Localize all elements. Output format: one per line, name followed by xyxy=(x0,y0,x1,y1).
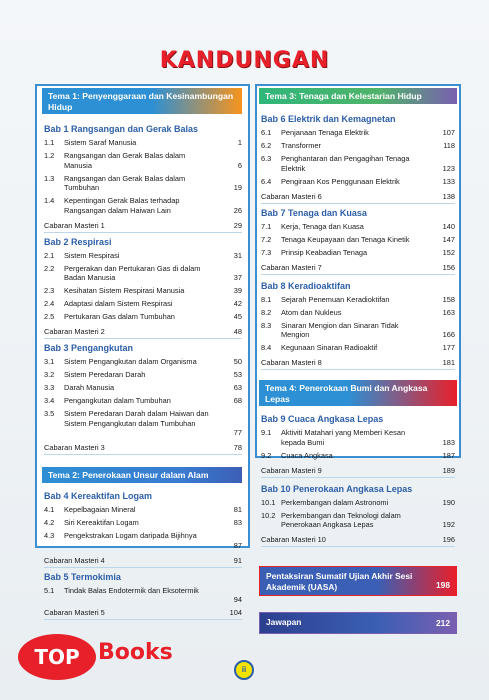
chapter-title: Bab 5 Termokimia xyxy=(44,571,121,582)
challenge-page: 78 xyxy=(233,443,242,452)
entry-number: 3.1 xyxy=(44,357,55,366)
entry-page: 140 xyxy=(442,221,455,231)
divider xyxy=(261,369,455,370)
entry-page: 118 xyxy=(443,141,455,150)
entry-number: 6.3 xyxy=(261,154,272,163)
challenge-page: 138 xyxy=(442,191,455,201)
toc-entry xyxy=(261,154,455,173)
entry-page: 190 xyxy=(442,497,455,507)
challenge-title: Cabaran Masteri 7 xyxy=(261,262,322,272)
entry-title: Adaptasi dalam Sistem Respirasi xyxy=(64,299,173,308)
entry-title: Cuaca Angkasa xyxy=(281,450,333,460)
entry-page: 163 xyxy=(442,307,455,317)
entry-page: 53 xyxy=(233,370,242,379)
toc-entry xyxy=(44,264,242,283)
entry-page: 83 xyxy=(233,518,242,527)
entry-title: Penghantaran dan Pengagihan Tenaga Elektrik xyxy=(281,154,410,173)
entry-title: Prinsip Keabadian Tenaga xyxy=(281,247,368,257)
chapter-title: Bab 7 Tenaga dan Kuasa xyxy=(261,207,367,218)
entry-number: 5.1 xyxy=(44,585,55,595)
entry-page: 177 xyxy=(442,343,455,352)
toc-entry xyxy=(44,518,242,528)
mastery-challenge xyxy=(261,192,455,201)
entry-page: 39 xyxy=(233,286,242,295)
entry-number: 4.3 xyxy=(44,531,55,540)
toc-entry xyxy=(44,138,242,148)
entry-title: Rangsangan dan Gerak Balas dalam Tumbuhan xyxy=(64,173,186,192)
challenge-title: Cabaran Masteri 2 xyxy=(44,327,105,336)
entry-page: 107 xyxy=(442,128,455,137)
entry-number: 1.1 xyxy=(44,138,55,147)
entry-title: Penjanaan Tenaga Elektrik xyxy=(281,128,369,137)
mastery-challenge xyxy=(44,608,242,617)
entry-number: 10.2 xyxy=(261,510,276,520)
toc-entry xyxy=(261,451,455,461)
theme-banner: Tema 2: Penerokaan Unsur dalam Alam xyxy=(42,467,242,483)
entry-title: Sistem Saraf Manusia xyxy=(64,138,137,147)
entry-number: 6.4 xyxy=(261,176,272,186)
entry-page: 63 xyxy=(233,383,242,392)
entry-page: 123 xyxy=(442,163,455,173)
entry-title: Sistem Peredaran Darah dalam Haiwan dan Sistem Pengangkutan dalam Tumbuhan xyxy=(64,409,209,428)
divider xyxy=(261,546,455,547)
toc-entry xyxy=(44,312,242,322)
entry-number: 4.1 xyxy=(44,505,55,514)
chapter-title: Bab 4 Kereaktifan Logam xyxy=(44,491,153,501)
toc-entry xyxy=(44,251,242,261)
toc-entry xyxy=(261,511,455,530)
uasa-title: Pentaksiran Sumatif Ujian Akhir Sesi Akademik (UASA) xyxy=(266,571,413,592)
entry-page: 45 xyxy=(233,312,242,321)
entry-page: 31 xyxy=(233,250,242,260)
entry-number: 3.3 xyxy=(44,383,55,392)
challenge-page: 29 xyxy=(233,220,242,230)
entry-page: 192 xyxy=(442,520,455,529)
mastery-challenge xyxy=(261,535,455,544)
divider xyxy=(44,454,242,455)
toc-entry xyxy=(261,498,455,508)
entry-title: Pergerakan dan Pertukaran Gas di dalam Badan Manusia xyxy=(64,263,201,282)
entry-number: 8.1 xyxy=(261,294,272,304)
entry-number: 7.3 xyxy=(261,247,272,257)
entry-page: 68 xyxy=(233,396,242,405)
entry-title: Kesihatan Sistem Respirasi Manusia xyxy=(64,286,185,295)
entry-number: 1.4 xyxy=(44,196,55,205)
jawapan-title: Jawapan xyxy=(266,617,302,627)
toc-entry xyxy=(261,222,455,232)
toc-entry xyxy=(44,370,242,380)
entry-title: Transformer xyxy=(281,141,321,150)
toc-entry xyxy=(44,505,242,515)
entry-number: 7.1 xyxy=(261,221,272,231)
divider xyxy=(261,203,455,204)
entry-title: Pengangkutan dalam Tumbuhan xyxy=(64,396,171,405)
toc-entry xyxy=(44,174,242,193)
chapter-title: Bab 10 Penerokaan Angkasa Lepas xyxy=(261,483,413,494)
toc-entry xyxy=(44,586,242,605)
entry-number: 10.1 xyxy=(261,497,276,507)
logo-top: TOP xyxy=(18,634,96,680)
toc-entry xyxy=(44,299,242,309)
entry-page: 81 xyxy=(233,505,242,514)
challenge-page: 48 xyxy=(233,327,242,336)
entry-page: 77 xyxy=(233,428,242,437)
entry-title: Sistem Pengangkutan dalam Organisma xyxy=(64,357,197,366)
entry-title: Siri Kereaktifan Logam xyxy=(64,518,139,527)
entry-number: 8.3 xyxy=(261,320,272,330)
entry-title: Pertukaran Gas dalam Tumbuhan xyxy=(64,312,175,321)
divider xyxy=(44,338,242,339)
entry-page: 42 xyxy=(233,299,242,308)
entry-title: Kegunaan Sinaran Radioaktif xyxy=(281,343,378,352)
toc-entry xyxy=(44,286,242,296)
jawapan-box xyxy=(259,612,457,634)
challenge-title: Cabaran Masteri 8 xyxy=(261,358,322,367)
mastery-challenge xyxy=(261,466,455,475)
challenge-title: Cabaran Masteri 4 xyxy=(44,555,105,565)
mastery-challenge xyxy=(44,556,242,565)
toc-entry xyxy=(261,248,455,258)
entry-number: 8.2 xyxy=(261,307,272,317)
entry-title: Darah Manusia xyxy=(64,383,115,392)
toc-entry xyxy=(261,295,455,305)
jawapan-page: 212 xyxy=(436,618,450,628)
chapter-title: Bab 3 Pengangkutan xyxy=(44,343,134,353)
entry-number: 2.3 xyxy=(44,286,55,295)
entry-title: Rangsangan dan Gerak Balas dalam Manusia xyxy=(64,151,186,170)
entry-number: 3.5 xyxy=(44,409,55,418)
challenge-title: Cabaran Masteri 1 xyxy=(44,220,105,230)
entry-page: 187 xyxy=(442,450,455,460)
entry-page: 94 xyxy=(233,595,242,604)
entry-title: Sistem Respirasi xyxy=(64,250,120,260)
entry-title: Aktiviti Matahari yang Memberi Kesan kepada Bumi xyxy=(281,428,406,447)
theme-banner: Tema 1: Penyenggaraan dan Kesinambungan Hidup xyxy=(42,88,242,114)
mastery-challenge xyxy=(44,221,242,230)
challenge-page: 196 xyxy=(442,535,455,544)
entry-page: 133 xyxy=(442,176,455,186)
toc-entry xyxy=(44,383,242,393)
toc-entry xyxy=(261,343,455,353)
mastery-challenge xyxy=(44,327,242,336)
challenge-page: 104 xyxy=(229,607,242,617)
entry-number: 9.2 xyxy=(261,450,272,460)
entry-page: 158 xyxy=(442,294,455,304)
toc-entry xyxy=(261,308,455,318)
challenge-page: 189 xyxy=(442,465,455,475)
entry-page: 147 xyxy=(442,234,455,244)
challenge-page: 181 xyxy=(442,358,455,367)
entry-number: 2.5 xyxy=(44,312,55,321)
challenge-title: Cabaran Masteri 3 xyxy=(44,443,105,452)
entry-page: 87 xyxy=(233,540,242,550)
entry-number: 4.2 xyxy=(44,518,55,527)
entry-title: Pengiraan Kos Penggunaan Elektrik xyxy=(281,176,400,186)
theme-banner: Tema 4: Penerokaan Bumi dan Angkasa Lepas xyxy=(259,380,457,406)
toc-entry xyxy=(261,177,455,187)
challenge-title: Cabaran Masteri 5 xyxy=(44,607,105,617)
entry-title: Sistem Peredaran Darah xyxy=(64,370,146,379)
theme-banner: Tema 3: Tenaga dan Kelestarian Hidup xyxy=(259,88,457,104)
logo-books: Books xyxy=(98,640,173,665)
entry-number: 8.4 xyxy=(261,343,272,352)
divider xyxy=(44,619,242,620)
toc-entry xyxy=(44,396,242,406)
entry-page: 50 xyxy=(233,357,242,366)
entry-page: 152 xyxy=(442,247,455,257)
uasa-box xyxy=(259,566,457,596)
mastery-challenge xyxy=(261,263,455,272)
mastery-challenge xyxy=(261,358,455,367)
entry-page: 19 xyxy=(233,183,242,192)
entry-number: 6.2 xyxy=(261,141,272,150)
entry-title: Tenaga Keupayaan dan Tenaga Kinetik xyxy=(281,234,410,244)
chapter-title: Bab 1 Rangsangan dan Gerak Balas xyxy=(44,124,199,134)
chapter-title: Bab 2 Respirasi xyxy=(44,236,112,247)
challenge-page: 156 xyxy=(442,262,455,272)
toc-entry xyxy=(44,357,242,367)
entry-number: 1.3 xyxy=(44,173,55,183)
entry-title: Kerja, Tenaga dan Kuasa xyxy=(281,221,364,231)
toc-entry xyxy=(261,428,455,447)
entry-number: 2.2 xyxy=(44,263,55,273)
entry-number: 2.4 xyxy=(44,299,55,308)
entry-title: Perkembangan dan Teknologi dalam Penerokaan Angkasa Lepas xyxy=(281,510,401,529)
entry-number: 6.1 xyxy=(261,128,272,137)
toc-entry xyxy=(261,321,455,340)
toc-entry xyxy=(44,409,242,438)
challenge-page: 91 xyxy=(233,555,242,565)
chapter-title: Bab 6 Elektrik dan Kemagnetan xyxy=(261,114,396,124)
toc-entry xyxy=(44,531,242,550)
entry-page: 183 xyxy=(442,437,455,447)
entry-number: 3.4 xyxy=(44,396,55,405)
challenge-title: Cabaran Masteri 6 xyxy=(261,191,322,201)
entry-page: 6 xyxy=(237,160,242,170)
entry-number: 7.2 xyxy=(261,234,272,244)
entry-page: 37 xyxy=(233,273,242,282)
mastery-challenge xyxy=(44,443,242,452)
entry-number: 9.1 xyxy=(261,428,272,437)
entry-number: 2.1 xyxy=(44,250,55,260)
entry-number: 1.2 xyxy=(44,151,55,160)
entry-page: 166 xyxy=(442,330,455,339)
page-title: KANDUNGAN xyxy=(159,48,330,73)
toc-entry xyxy=(44,151,242,170)
toc-entry xyxy=(44,196,242,215)
entry-title: Kepelbagaian Mineral xyxy=(64,505,136,514)
entry-page: 26 xyxy=(233,205,242,215)
entry-title: Kepentingan Gerak Balas terhadap Rangsangan dalam Haiwan Lain xyxy=(64,196,180,215)
divider xyxy=(261,274,455,275)
chapter-title: Bab 8 Keradioaktifan xyxy=(261,280,351,291)
uasa-page: 198 xyxy=(436,580,450,590)
entry-title: Sinaran Mengion dan Sinaran Tidak Mengion xyxy=(281,320,399,339)
topbooks-logo xyxy=(18,634,190,684)
entry-number: 3.2 xyxy=(44,370,55,379)
page-number: ii xyxy=(234,660,254,680)
divider xyxy=(44,232,242,233)
entry-title: Atom dan Nukleus xyxy=(281,307,342,317)
entry-title: Sejarah Penemuan Keradioktifan xyxy=(281,294,390,304)
toc-entry xyxy=(261,128,455,138)
challenge-title: Cabaran Masteri 10 xyxy=(261,535,326,544)
entry-title: Pengekstrakan Logam daripada Bijihnya xyxy=(64,531,197,540)
toc-entry xyxy=(261,141,455,151)
entry-title: Perkembangan dalam Astronomi xyxy=(281,497,389,507)
divider xyxy=(44,567,242,568)
entry-page: 1 xyxy=(237,138,242,147)
chapter-title: Bab 9 Cuaca Angkasa Lepas xyxy=(261,414,384,424)
challenge-title: Cabaran Masteri 9 xyxy=(261,465,322,475)
entry-title: Tindak Balas Endotermik dan Eksotermik xyxy=(64,585,199,595)
divider xyxy=(261,477,455,478)
toc-entry xyxy=(261,235,455,245)
